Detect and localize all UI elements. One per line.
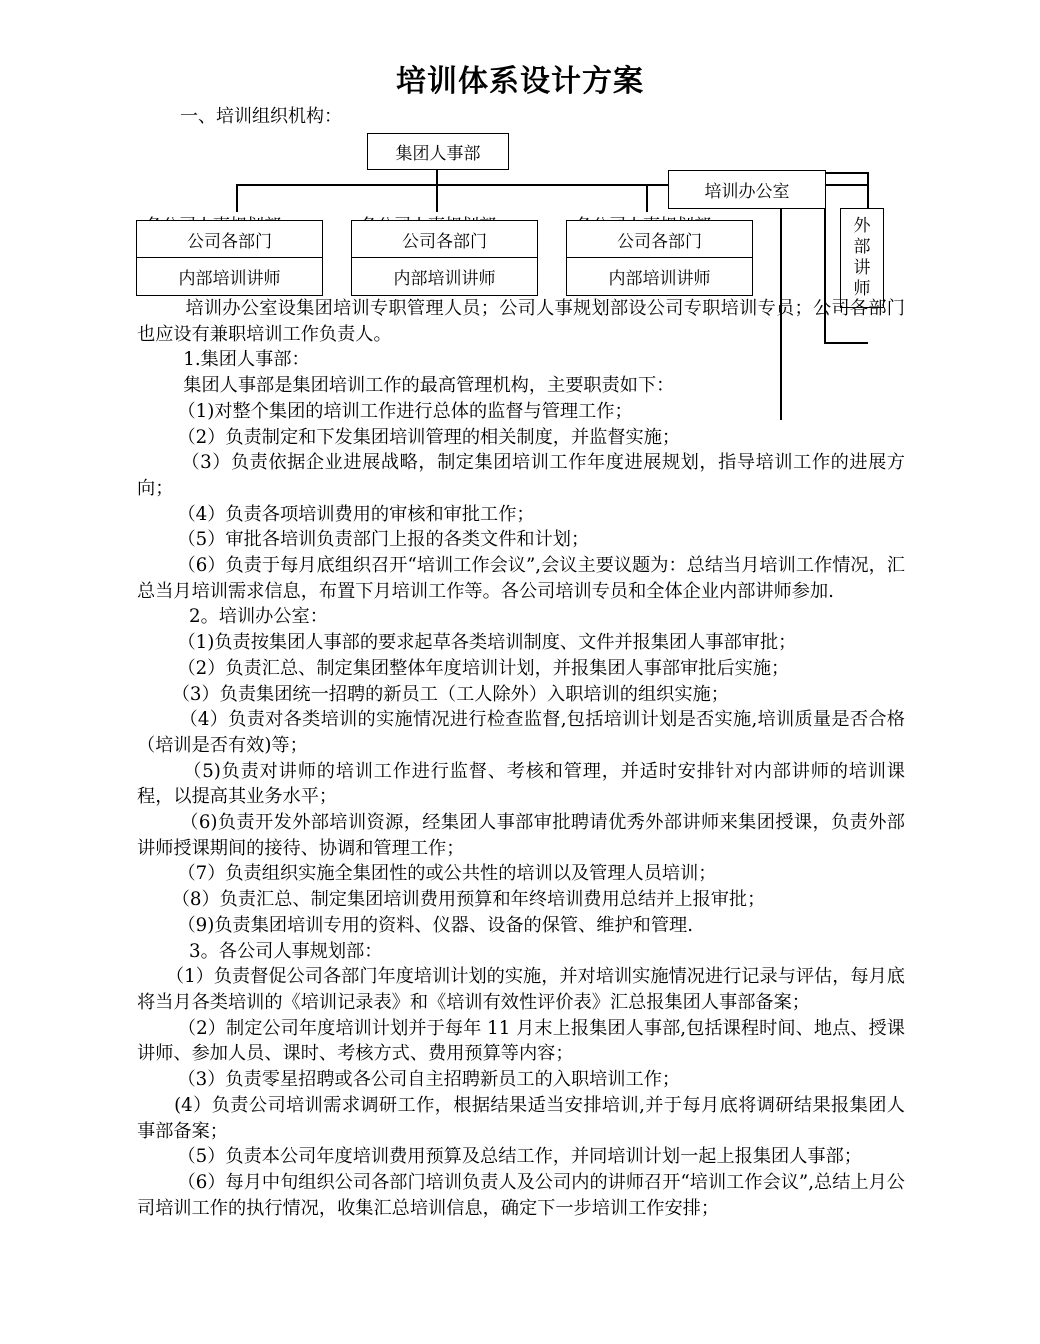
org-box-internal-lecturer (566, 257, 753, 296)
paragraph: （4）负责对各类培训的实施情况进行检查监督,包括培训计划是否实施,培训质量是否合格（培训是否有效)等； (137, 709, 905, 756)
org-connector (436, 169, 438, 185)
org-connector (436, 184, 438, 212)
paragraph: （1）负责督促公司各部门年度培训计划的实施，并对培训实施情况进行记录与评估，每月底将当月各类培训的《培训记录表》和《培训有效性评价表》汇总报集团人事部备案； (137, 966, 905, 1013)
org-box-dept (566, 220, 753, 259)
paragraph: （8）负责汇总、制定集团培训费用预算和年终培训费用总结并上报审批； (137, 889, 766, 911)
document-body (137, 296, 905, 1221)
org-box-label: 公司各部门 (402, 232, 487, 252)
paragraph: （5）审批各培训负责部门上报的各类文件和计划； (137, 529, 590, 551)
paragraph: 2。培训办公室： (137, 606, 328, 628)
org-connector (824, 172, 868, 174)
org-box-internal-lecturer (351, 257, 538, 296)
paragraph: （1)对整个集团的培训工作进行总体的监督与管理工作； (137, 400, 633, 422)
page-title: 培训体系设计方案 (396, 64, 644, 99)
org-box-external-lecturer (840, 208, 884, 308)
paragraph: （6）负责于每月底组织召开“培训工作会议”,会议主要议题为：总结当月培训工作情况，汇总当月培训需求信息，布置下月培训工作等。各公司培训专员和全体企业内部讲师参加. (137, 555, 905, 602)
org-connector (236, 184, 238, 212)
org-box-label: 内部培训讲师 (608, 269, 711, 289)
org-box-label: 内部培训讲师 (178, 269, 281, 289)
paragraph: （6)负责开发外部培训资源，经集团人事部审批聘请优秀外部讲师来集团授课，负责外部讲师授课期间的接待、协调和管理工作； (137, 812, 905, 859)
paragraph: 培训办公室设集团培训专职管理人员；公司人事规划部设公司专职培训专员；公司各部门也应设有兼职培训工作负责人。 (137, 298, 905, 345)
paragraph: （3）负责依据企业进展战略，制定集团培训工作年度进展规划，指导培训工作的进展方向； (137, 452, 905, 499)
org-box-label: 培训办公室 (704, 182, 790, 202)
paragraph: 3。各公司人事规划部： (137, 940, 383, 962)
paragraph: （6）每月中旬组织公司各部门培训负责人及公司内的讲师召开“培训工作会议”,总结上月公司培训工作的执行情况，收集汇总培训信息，确定下一步培训工作安排； (137, 1171, 905, 1219)
org-box-char: 外 (853, 216, 871, 236)
org-box-label: 公司各部门 (187, 232, 272, 252)
org-box-label: 集团人事部 (395, 144, 481, 164)
paragraph: （5)负责对讲师的培训工作进行监督、考核和管理，并适时安排针对内部讲师的培训课程，以提高其业务水平； (137, 760, 905, 808)
paragraph: （4）负责各项培训费用的审核和审批工作； (137, 503, 535, 525)
paragraph: （9)负责集团培训专用的资料、仪器、设备的保管、维护和管理. (137, 914, 693, 936)
paragraph: （1)负责按集团人事部的要求起草各类培训制度、文件并报集团人事部审批； (137, 632, 797, 654)
org-connector (646, 184, 648, 212)
paragraph: （7）负责组织实施全集团性的或公共性的培训以及管理人员培训； (137, 863, 717, 885)
paragraph: （5）负责本公司年度培训费用预算及总结工作，并同培训计划一起上报集团人事部； (137, 1146, 862, 1168)
org-box-char: 师 (853, 279, 871, 299)
org-box-char: 部 (853, 237, 871, 257)
org-box-dept (136, 220, 323, 259)
paragraph: (4）负责公司培训需求调研工作，根据结果适当安排培训,并于每月底将调研结果报集团人事部备案； (137, 1094, 905, 1142)
org-connector (867, 172, 869, 210)
paragraph: （2）负责制定和下发集团培训管理的相关制度，并监督实施； (137, 426, 681, 448)
paragraph: 集团人事部是集团培训工作的最高管理机构，主要职责如下： (137, 375, 675, 397)
org-box-label: 内部培训讲师 (393, 269, 496, 289)
org-box-training-office (668, 170, 826, 209)
paragraph: （3）负责集团统一招聘的新员工（工人除外）入职培训的组织实施； (137, 683, 729, 705)
org-box-hr-group (367, 133, 509, 170)
org-box-dept (351, 220, 538, 259)
org-box-char: 讲 (853, 258, 871, 278)
paragraph: （2）制定公司年度培训计划并于每年 11 月末上报集团人事部,包括课程时间、地点、授课讲师、参加人员、课时、考核方式、费用预算等内容； (137, 1017, 905, 1065)
section-heading-org: 一、培训组织机构： (180, 106, 342, 127)
paragraph: （2）负责汇总、制定集团整体年度培训计划，并报集团人事部审批后实施； (137, 657, 790, 679)
paragraph: （3）负责零星招聘或各公司自主招聘新员工的入职培训工作； (137, 1069, 681, 1091)
org-box-label: 公司各部门 (617, 232, 702, 252)
paragraph: 1.集团人事部： (137, 349, 310, 371)
org-box-internal-lecturer (136, 257, 323, 296)
